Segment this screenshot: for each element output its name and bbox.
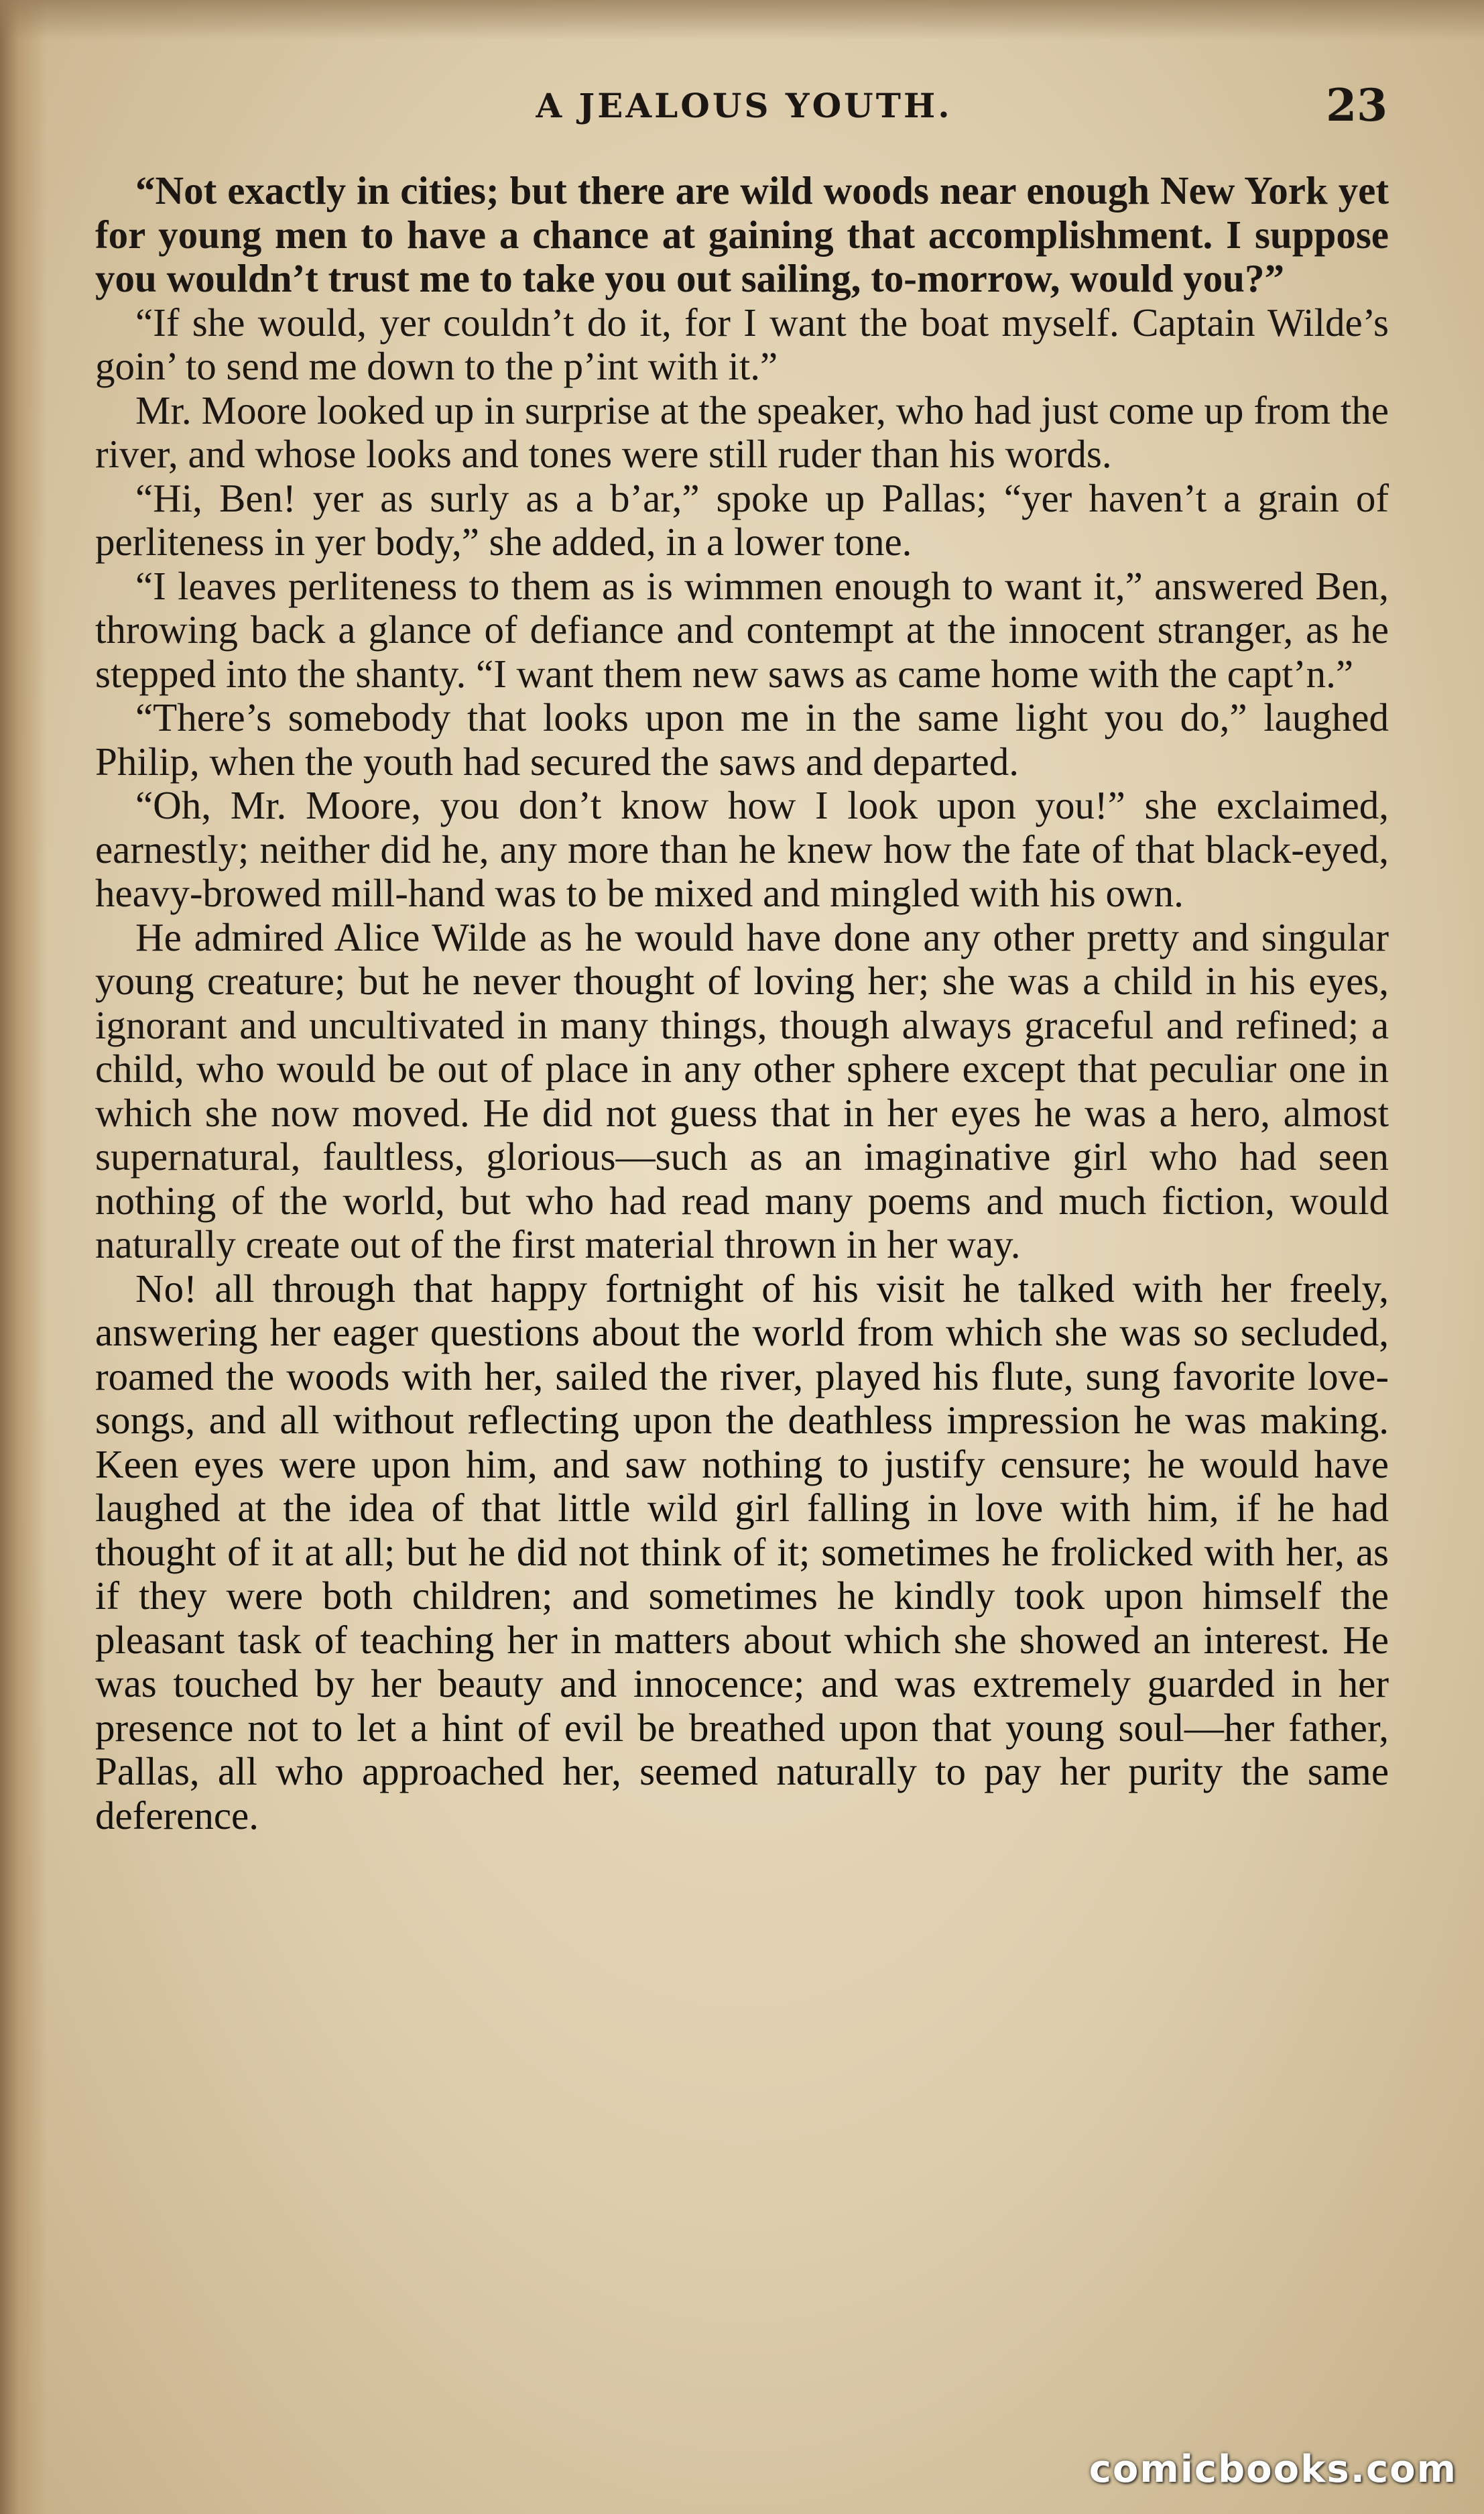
- paragraph: “Not exactly in cities; but there are wild woods near enough New York yet for young men to have a chance at gaining that accomplishment. I suppose you wouldn’t trust me to take you out sailing, to-morrow, would you?”: [95, 168, 1389, 300]
- running-title: A JEALOUS YOUTH.: [536, 86, 952, 125]
- paragraph: “Hi, Ben! yer as surly as a b’ar,” spoke up Pallas; “yer haven’t a grain of perliteness in yer body,” she added, in a lower tone.: [95, 475, 1389, 564]
- page-top-shadow: [0, 0, 1484, 40]
- watermark: comicbooks.com: [1089, 2448, 1457, 2491]
- page-number: 23: [1326, 79, 1387, 131]
- paragraph: “I leaves perliteness to them as is wimmen enough to want it,” answered Ben, throwing back a glance of defiance and contempt at the innocent stranger, as he stepped into the shanty. “I want them new saws as came home with the capt’n.”: [95, 563, 1389, 696]
- running-head: [101, 79, 1387, 133]
- paragraph: No! all through that happy fortnight of his visit he talked with her freely, answering her eager questions about the world from which she was so secluded, roamed the woods with her, sailed the river, played his flute, sung favorite love-songs, and all without reflecting upon the deathless impression he was making. Keen eyes were upon him, and saw nothing to justify censure; he would have laughed at the idea of that little wild girl falling in love with him, if he had thought of it at all; but he did not think of it; sometimes he frolicked with her, as if they were both children; and sometimes he kindly took upon himself the pleasant task of teaching her in matters about which she showed an interest. He was touched by her beauty and innocence; and was extremely guarded in her presence not to let a hint of evil be breathed upon that young soul—her father, Pallas, all who approached her, seemed naturally to pay her purity the same deference.: [95, 1266, 1389, 1838]
- paragraph: “There’s somebody that looks upon me in the same light you do,” laughed Philip, when the youth had secured the saws and departed.: [95, 695, 1389, 784]
- paragraph: “Oh, Mr. Moore, you don’t know how I look upon you!” she exclaimed, earnestly; neither did he, any more than he knew how the fate of that black-eyed, heavy-browed mill-hand was to be mixed and mingled with his own.: [95, 783, 1389, 915]
- paragraph: He admired Alice Wilde as he would have done any other pretty and singular young creature; but he never thought of loving her; she was a child in his eyes, ignorant and uncultivated in many things, though always graceful and refined; a child, who would be out of place in any other sphere except that peculiar one in which she now moved. He did not guess that in her eyes he was a hero, almost supernatural, faultless, glorious—such as an imaginative girl who had seen nothing of the world, but who had read many poems and much fiction, would naturally create out of the first material thrown in her way.: [95, 914, 1389, 1266]
- paragraph: Mr. Moore looked up in surprise at the speaker, who had just come up from the river, and whose looks and tones were still ruder than his words.: [95, 387, 1389, 476]
- page-edge-shadow: [0, 0, 47, 2514]
- paragraph: “If she would, yer couldn’t do it, for I want the boat myself. Captain Wilde’s goin’ to send me down to the p’int with it.”: [95, 300, 1389, 388]
- body-text: [95, 169, 1389, 1838]
